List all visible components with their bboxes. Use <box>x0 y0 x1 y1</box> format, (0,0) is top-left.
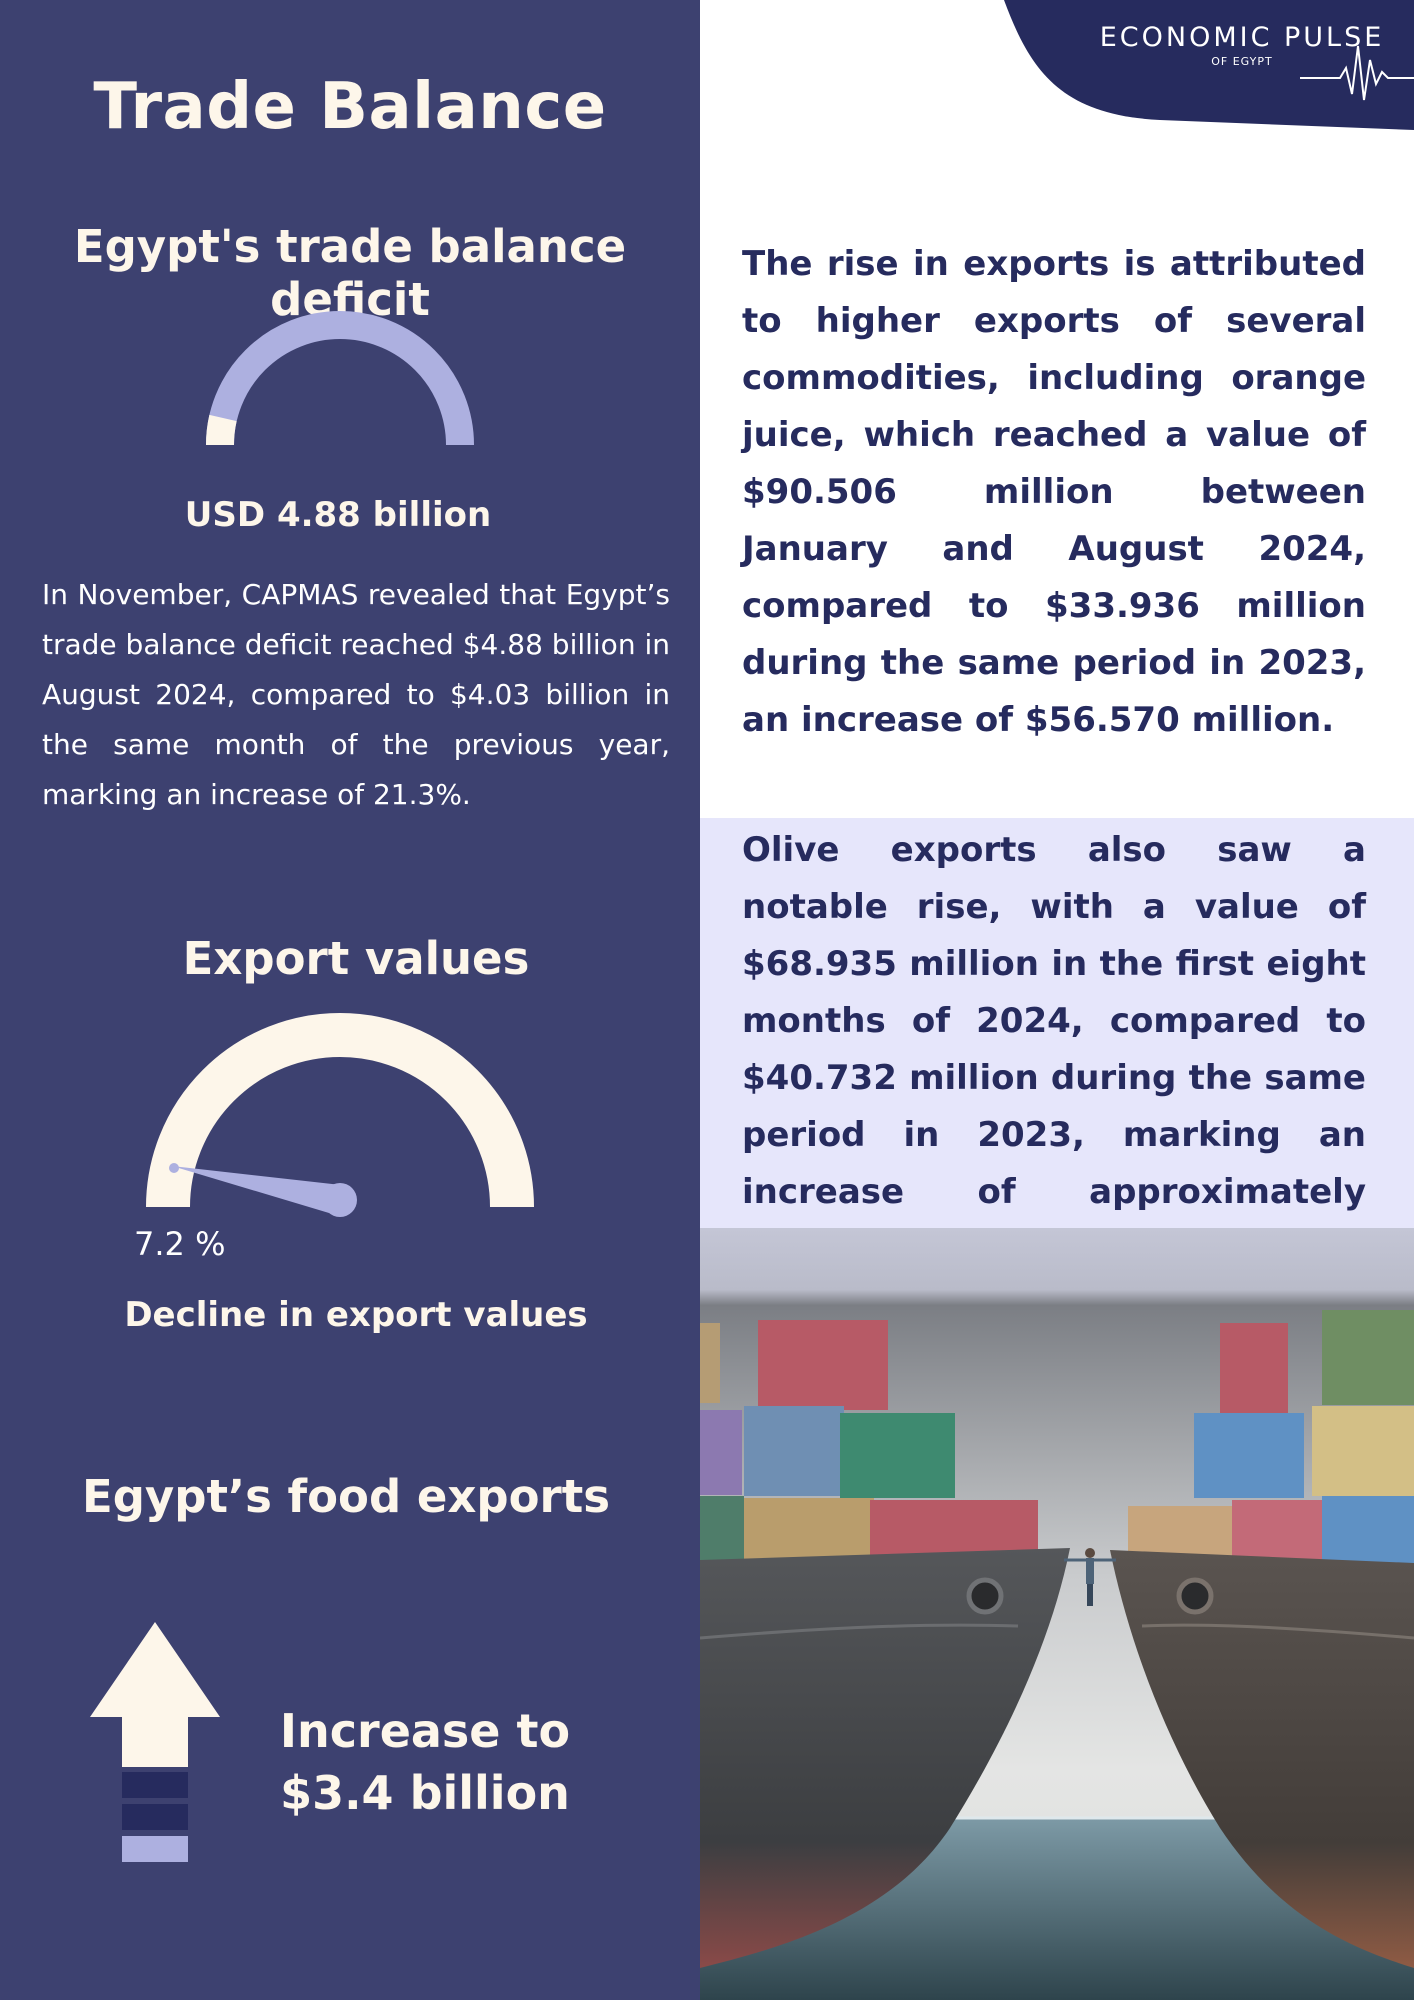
food-increase-text <box>260 1700 590 1824</box>
left-panel <box>0 0 701 2000</box>
exports-heading: Export values <box>182 932 530 985</box>
increase-line-2: $3.4 billion <box>280 1766 570 1820</box>
logo-subtitle: OF EGYPT <box>1211 55 1273 68</box>
increase-line-1: Increase to <box>279 1704 571 1758</box>
up-arrow-icon <box>85 1622 225 1867</box>
export-percent: 7.2 % <box>134 1225 226 1263</box>
right-panel <box>700 0 1414 2000</box>
deficit-value: USD 4.88 billion <box>184 495 492 535</box>
deficit-paragraph: In November, CAPMAS revealed that Egypt’s trade balance deficit reached $4.88 billion in August 2024, compared to $4.03 billion in the same month of the previous year, marking an increase of 21.3%. <box>42 578 670 811</box>
orange-juice-paragraph: The rise in exports is attributed to higher exports of several commodities, including orange juice, which reached a value of $90.506 million between January and August 2024, compared to $33.936 million during the same period in 2023, an increase of $56.570 million. <box>742 244 1366 740</box>
deficit-gauge-icon <box>200 305 480 455</box>
page-title: Trade Balance <box>93 70 607 144</box>
deficit-heading: Egypt's trade balance deficit <box>73 220 627 326</box>
olive-paragraph: Olive exports also saw a notable rise, with a value of $68.935 million in the first eight months of 2024, compared to $40.732 million during the same period in 2023, marking an increase of approximately <box>742 830 1366 1212</box>
speedometer-icon <box>140 1005 540 1220</box>
cargo-ships-image <box>700 1228 1414 2000</box>
logo-title: ECONOMIC PULSE <box>1099 22 1385 53</box>
food-exports-heading: Egypt’s food exports <box>81 1470 610 1523</box>
export-decline-label: Decline in export values <box>124 1295 588 1335</box>
